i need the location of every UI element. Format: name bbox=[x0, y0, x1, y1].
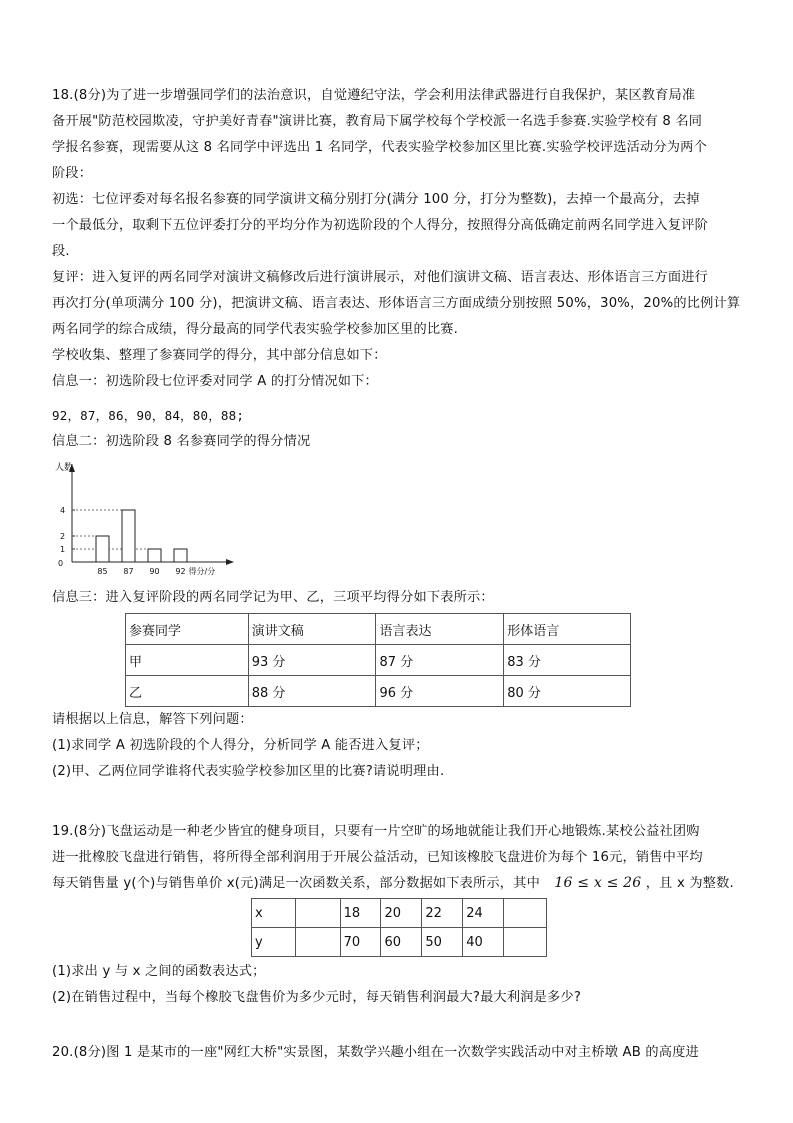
q18-after: 请根据以上信息，解答下列问题： bbox=[52, 712, 253, 727]
x-tick-label: 92 bbox=[175, 567, 186, 576]
q19-line bbox=[52, 873, 734, 894]
table-header-cell: 演讲文稿 bbox=[248, 614, 376, 645]
y-tick-label: 1 bbox=[60, 545, 66, 554]
table-row bbox=[126, 676, 631, 707]
review-score-table bbox=[125, 613, 631, 707]
x-axis-label: 得分/分 bbox=[188, 567, 216, 576]
score-bar-chart bbox=[52, 458, 242, 584]
judge-scores: 92，87，86，90，84，80，88; bbox=[52, 408, 245, 423]
table-header-cell: 形体语言 bbox=[504, 614, 631, 645]
table-cell: 93 分 bbox=[248, 645, 376, 676]
table-cell: 96 分 bbox=[376, 676, 504, 707]
q19-after: (2)在销售过程中，当每个橡胶飞盘售价为多少元时，每天销售利润最大?最大利润是多少? bbox=[52, 990, 582, 1005]
table-row bbox=[252, 899, 547, 928]
table-cell: 24 bbox=[463, 899, 504, 928]
bar bbox=[122, 510, 135, 562]
table-header-cell: 参赛同学 bbox=[126, 614, 249, 645]
table-cell: y bbox=[252, 928, 296, 957]
x-axis-arrow bbox=[226, 559, 234, 565]
table-cell: x bbox=[252, 899, 296, 928]
q18-line: 学报名参赛，现需要从这 8 名同学中评选出 1 名同学，代表实验学校参加区里比赛.实验学校评选活动分为两个 bbox=[52, 140, 707, 155]
y-tick-label: 2 bbox=[60, 532, 66, 541]
table-cell: 20 bbox=[381, 899, 422, 928]
q18-line: 阶段： bbox=[52, 166, 93, 181]
x-tick-label: 90 bbox=[149, 567, 160, 576]
q18-line: 信息一：初选阶段七位评委对同学 A 的打分情况如下： bbox=[52, 374, 378, 389]
q18-after: (2)甲、乙两位同学谁将代表实验学校参加区里的比赛?请说明理由. bbox=[52, 764, 445, 779]
y-axis-label: 人数 bbox=[55, 463, 74, 473]
table-cell: 40 bbox=[463, 928, 504, 957]
q19-line3-text: 每天销售量 y(个)与销售单价 x(元)满足一次函数关系，部分数据如下表所示，其中 bbox=[52, 876, 540, 891]
q18-line: 段. bbox=[52, 244, 70, 259]
q18-line: 复评：进入复评的两名同学对演讲文稿修改后进行演讲展示，对他们演讲文稿、语言表达、形体语言三方面进行 bbox=[52, 270, 708, 285]
q18-line: 一个最低分，取剩下五位评委打分的平均分作为初选阶段的个人得分，按照得分高低确定前两名同学进入复评阶 bbox=[52, 218, 708, 233]
q18-line: 两名同学的综合成绩，得分最高的同学代表实验学校参加区里的比赛. bbox=[52, 322, 459, 337]
q20-line: 20.(8分)图 1 是某市的一座"网红大桥"实景图，某数学兴趣小组在一次数学实践活动中对主桥墩 AB 的高度进 bbox=[52, 1045, 699, 1060]
q19-after: (1)求出 y 与 x 之间的函数表达式； bbox=[52, 964, 266, 979]
bar bbox=[96, 536, 109, 562]
y-tick-label: 0 bbox=[58, 559, 64, 568]
info2-text: 信息二：初选阶段 8 名参赛同学的得分情况 bbox=[52, 434, 311, 449]
q18-line: 学校收集、整理了参赛同学的得分，其中部分信息如下： bbox=[52, 348, 387, 363]
q18-line: 再次打分(单项满分 100 分)，把演讲文稿、语言表达、形体语言三方面成绩分别按照 50%，30%，20%的比例计算 bbox=[52, 296, 741, 311]
table-header-cell: 语言表达 bbox=[376, 614, 504, 645]
x-tick-label: 85 bbox=[97, 567, 108, 576]
table-cell: 87 分 bbox=[376, 645, 504, 676]
x-range-formula: 16 ≤ x ≤ 26 bbox=[554, 875, 642, 891]
sales-data-table bbox=[251, 898, 547, 957]
y-tick-label: 4 bbox=[60, 506, 66, 515]
q19-line: 19.(8分)飞盘运动是一种老少皆宜的健身项目，只要有一片空旷的场地就能让我们开心地锻炼.某校公益社团购 bbox=[52, 824, 700, 839]
table-row bbox=[252, 928, 547, 957]
table-cell: 50 bbox=[422, 928, 463, 957]
bar bbox=[148, 549, 161, 562]
q18-line: 备开展"防范校园欺凌，守护美好青春"演讲比赛，教育局下属学校每个学校派一名选手参赛.实验学校有 8 名同 bbox=[52, 114, 703, 129]
table-header-row bbox=[126, 614, 631, 645]
table-cell: 88 分 bbox=[248, 676, 376, 707]
table-cell bbox=[504, 928, 547, 957]
bar bbox=[174, 549, 187, 562]
table-cell: 60 bbox=[381, 928, 422, 957]
q18-after: (1)求同学 A 初选阶段的个人得分，分析同学 A 能否进入复评； bbox=[52, 738, 429, 753]
table-row bbox=[126, 645, 631, 676]
q19-line: 进一批橡胶飞盘进行销售，将所得全部利润用于开展公益活动，已知该橡胶飞盘进价为每个 16元，销售中平均 bbox=[52, 850, 703, 865]
table-cell: 甲 bbox=[126, 645, 249, 676]
x-tick-label: 87 bbox=[123, 567, 134, 576]
q18-line: 18.(8分)为了进一步增强同学们的法治意识，自觉遵纪守法，学会利用法律武器进行自我保护，某区教育局准 bbox=[52, 88, 696, 103]
q18-line: 初选：七位评委对每名报名参赛的同学演讲文稿分别打分(满分 100 分，打分为整数)，去掉一个最高分，去掉 bbox=[52, 192, 700, 207]
table-cell bbox=[504, 899, 547, 928]
table-cell bbox=[295, 928, 340, 957]
table-cell bbox=[295, 899, 340, 928]
table-cell: 18 bbox=[340, 899, 381, 928]
table-cell: 83 分 bbox=[504, 645, 631, 676]
table-cell: 70 bbox=[340, 928, 381, 957]
table-cell: 80 分 bbox=[504, 676, 631, 707]
info3-text: 信息三：进入复评阶段的两名同学记为甲、乙，三项平均得分如下表所示： bbox=[52, 590, 494, 605]
q19-line3-text-end: ，且 x 为整数. bbox=[645, 876, 734, 891]
table-cell: 乙 bbox=[126, 676, 249, 707]
table-cell: 22 bbox=[422, 899, 463, 928]
